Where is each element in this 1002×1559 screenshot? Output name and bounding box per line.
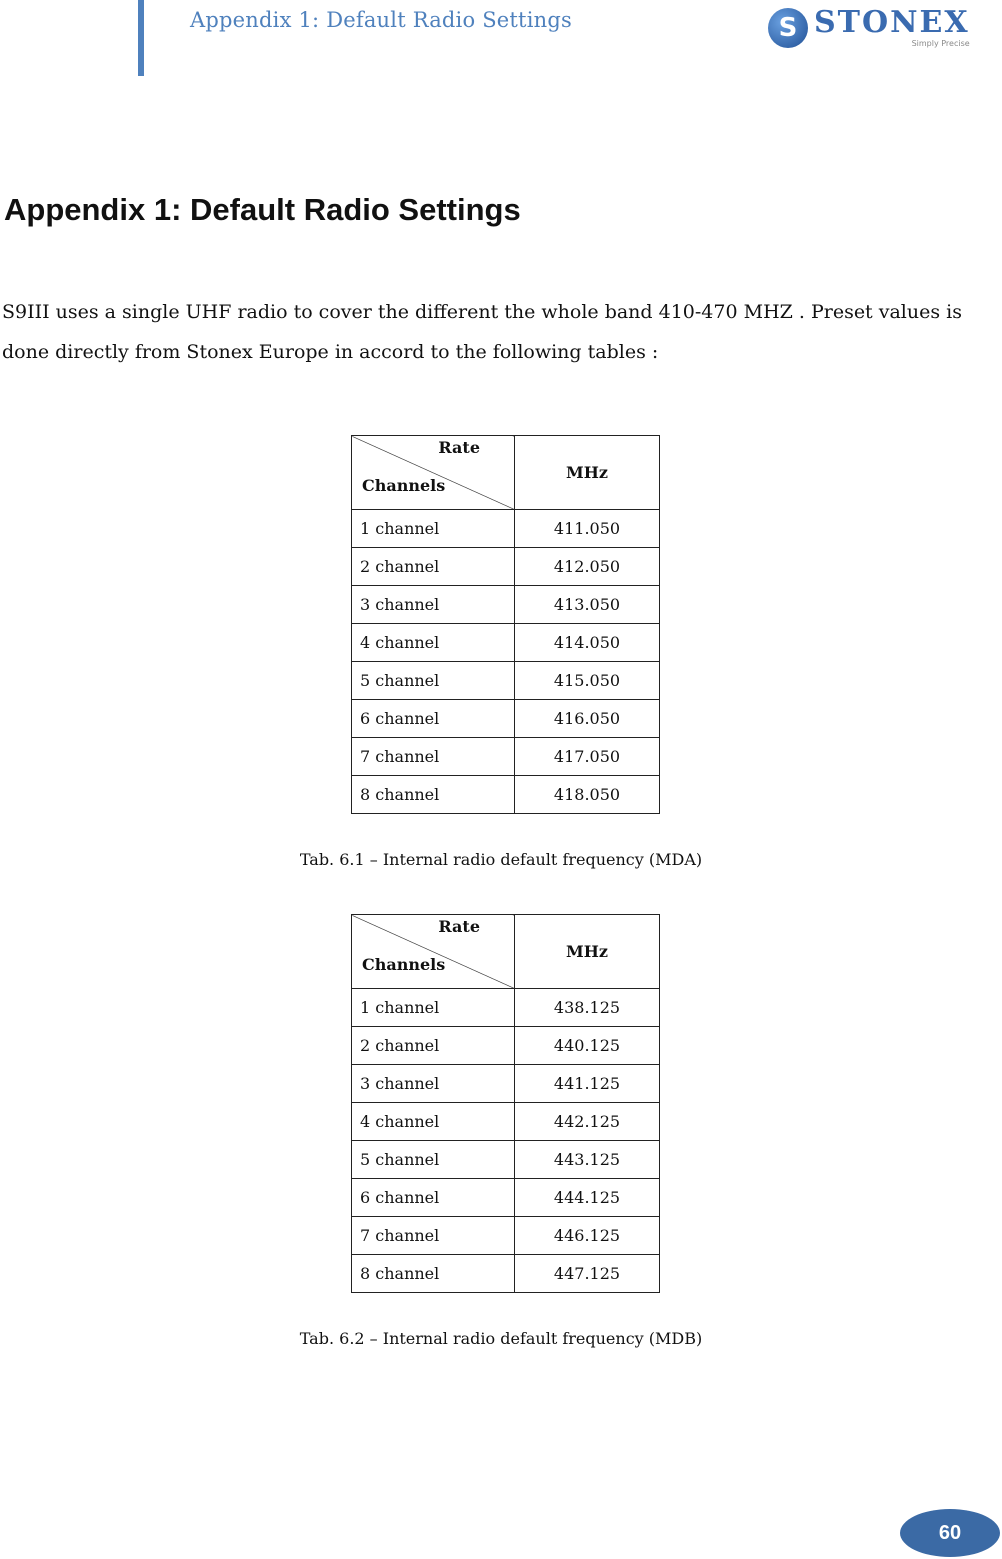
frequency-table-mda [351, 435, 660, 814]
channel-cell: 8 channel [352, 1255, 515, 1293]
channel-cell: 6 channel [352, 700, 515, 738]
intro-paragraph: S9III uses a single UHF radio to cover the different the whole band 410-470 MHZ . Preset values is done directly from Stonex Europe in accord to the following tables : [2, 301, 962, 363]
channel-cell: 2 channel [352, 1027, 515, 1065]
table-row [352, 662, 660, 700]
table-row [352, 510, 660, 548]
channels-header-label: Channels [362, 955, 446, 974]
table-header-row [352, 915, 660, 989]
frequency-cell: 417.050 [515, 738, 660, 776]
frequency-cell: 447.125 [515, 1255, 660, 1293]
frequency-cell: 443.125 [515, 1141, 660, 1179]
table-row [352, 1217, 660, 1255]
table-row [352, 1141, 660, 1179]
frequency-cell: 418.050 [515, 776, 660, 814]
rate-header-label: Rate [438, 438, 480, 457]
table-row [352, 1027, 660, 1065]
channel-cell: 2 channel [352, 548, 515, 586]
table-row [352, 1065, 660, 1103]
channel-cell: 3 channel [352, 1065, 515, 1103]
frequency-cell: 411.050 [515, 510, 660, 548]
diagonal-header-cell [352, 915, 515, 989]
channel-cell: 5 channel [352, 662, 515, 700]
channel-cell: 7 channel [352, 1217, 515, 1255]
frequency-table-mdb [351, 914, 660, 1293]
frequency-cell: 413.050 [515, 586, 660, 624]
channel-cell: 1 channel [352, 989, 515, 1027]
frequency-cell: 441.125 [515, 1065, 660, 1103]
channel-cell: 4 channel [352, 624, 515, 662]
table-row [352, 738, 660, 776]
channel-cell: 5 channel [352, 1141, 515, 1179]
frequency-cell: 415.050 [515, 662, 660, 700]
channel-cell: 7 channel [352, 738, 515, 776]
diagonal-header-cell [352, 436, 515, 510]
rate-header-label: Rate [438, 917, 480, 936]
table-caption-mdb: Tab. 6.2 – Internal radio default frequency (MDB) [299, 1329, 703, 1348]
table-row [352, 989, 660, 1027]
table-row [352, 548, 660, 586]
frequency-cell: 438.125 [515, 989, 660, 1027]
channel-cell: 8 channel [352, 776, 515, 814]
table-row [352, 1103, 660, 1141]
channel-cell: 1 channel [352, 510, 515, 548]
channel-cell: 4 channel [352, 1103, 515, 1141]
table-header-row [352, 436, 660, 510]
table-row [352, 700, 660, 738]
frequency-cell: 442.125 [515, 1103, 660, 1141]
channels-header-label: Channels [362, 476, 446, 495]
stonex-logo-icon: S [768, 8, 808, 48]
table-caption-mda: Tab. 6.1 – Internal radio default frequency (MDA) [299, 850, 703, 869]
page-title: Appendix 1: Default Radio Settings [4, 192, 521, 227]
logo-name: STONEX [814, 5, 970, 40]
frequency-cell: 414.050 [515, 624, 660, 662]
table-row [352, 1179, 660, 1217]
header-accent-bar [138, 0, 144, 76]
table-row [352, 586, 660, 624]
frequency-cell: 446.125 [515, 1217, 660, 1255]
mhz-header-cell: MHz [515, 915, 660, 989]
table-row [352, 624, 660, 662]
running-header-title: Appendix 1: Default Radio Settings [190, 8, 572, 32]
table-row [352, 776, 660, 814]
channel-cell: 3 channel [352, 586, 515, 624]
page-number-badge: 60 [900, 1509, 1000, 1557]
stonex-logo [768, 4, 994, 52]
frequency-cell: 412.050 [515, 548, 660, 586]
frequency-cell: 440.125 [515, 1027, 660, 1065]
logo-text-block [814, 5, 970, 48]
channel-cell: 6 channel [352, 1179, 515, 1217]
logo-tagline: Simply Precise [911, 39, 970, 48]
mhz-header-cell: MHz [515, 436, 660, 510]
frequency-cell: 416.050 [515, 700, 660, 738]
frequency-cell: 444.125 [515, 1179, 660, 1217]
table-row [352, 1255, 660, 1293]
